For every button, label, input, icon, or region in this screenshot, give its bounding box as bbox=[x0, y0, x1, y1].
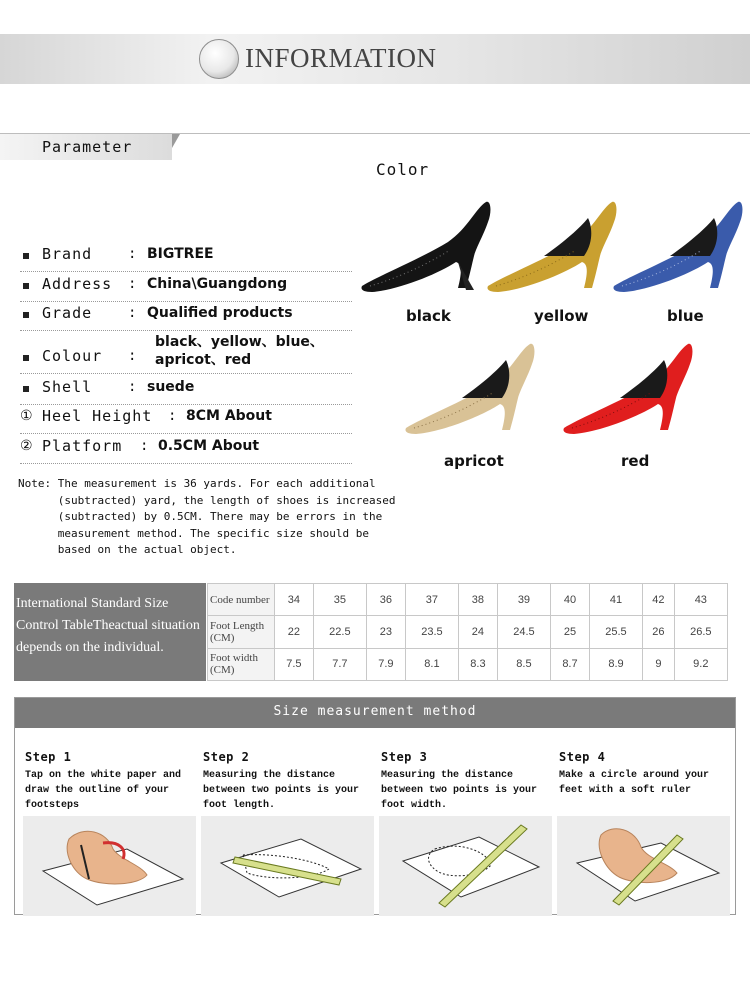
size-cell: 8.7 bbox=[551, 648, 590, 680]
param-value: black、yellow、blue、apricot、red bbox=[155, 334, 324, 368]
parameter-tab bbox=[0, 134, 172, 160]
measurement-section bbox=[14, 697, 736, 915]
color-title: Color bbox=[376, 160, 430, 179]
parameter-label: Parameter bbox=[42, 138, 133, 156]
param-label: Platform bbox=[42, 437, 123, 455]
bullet-icon bbox=[23, 355, 29, 361]
param-label: Brand bbox=[42, 245, 93, 263]
size-cell: 26.5 bbox=[674, 616, 727, 648]
size-table bbox=[14, 583, 728, 681]
param-value: Qualified products bbox=[147, 305, 293, 321]
size-cell: 36 bbox=[367, 584, 406, 616]
step-2: Step 2 Measuring the distance between two points is your foot length. bbox=[203, 750, 360, 811]
measurement-title: Size measurement method bbox=[15, 698, 735, 728]
shoe-label-blue: blue bbox=[667, 307, 704, 325]
param-label: Address bbox=[42, 275, 113, 293]
size-cell: 8.9 bbox=[589, 648, 642, 680]
step-1: Step 1 Tap on the white paper and draw the outline of your footsteps bbox=[25, 750, 182, 811]
step-3-illustration bbox=[379, 816, 552, 916]
bullet-icon bbox=[23, 283, 29, 289]
size-cell: 43 bbox=[674, 584, 727, 616]
size-cell: 25.5 bbox=[589, 616, 642, 648]
size-table-description: International Standard Size Control TableTheactual situation depends on the individual. bbox=[14, 583, 206, 681]
size-row-label: Foot width (CM) bbox=[208, 648, 275, 680]
size-row-label: Foot Length (CM) bbox=[208, 616, 275, 648]
size-cell: 40 bbox=[551, 584, 590, 616]
step-4-illustration bbox=[557, 816, 730, 916]
shoe-label-black: black bbox=[406, 307, 451, 325]
size-cell: 42 bbox=[643, 584, 675, 616]
size-cell: 37 bbox=[405, 584, 458, 616]
size-row-label: Code number bbox=[208, 584, 275, 616]
size-cell: 7.9 bbox=[367, 648, 406, 680]
step-1-illustration bbox=[23, 816, 196, 916]
shoe-image-red bbox=[560, 340, 696, 436]
param-label: Grade bbox=[42, 304, 93, 322]
size-cell: 8.3 bbox=[459, 648, 498, 680]
param-row-grade: Grade : Qualified products bbox=[20, 302, 352, 331]
size-cell: 34 bbox=[275, 584, 314, 616]
shoe-label-red: red bbox=[621, 452, 650, 470]
circle-icon bbox=[199, 39, 239, 79]
param-value: 0.5CM About bbox=[158, 438, 260, 454]
param-label: Shell bbox=[42, 378, 93, 396]
bullet-icon bbox=[23, 386, 29, 392]
shoe-image-apricot bbox=[402, 340, 538, 436]
shoe-image-black bbox=[358, 198, 494, 294]
param-row-address: Address : China\Guangdong bbox=[20, 273, 352, 302]
param-label: Heel Height bbox=[42, 407, 153, 425]
param-row-heel-height: ① Heel Height : 8CM About bbox=[20, 405, 352, 434]
param-value: BIGTREE bbox=[147, 246, 214, 262]
size-cell: 38 bbox=[459, 584, 498, 616]
param-row-platform: ② Platform : 0.5CM About bbox=[20, 435, 352, 464]
size-cell: 8.5 bbox=[497, 648, 550, 680]
size-cell: 22 bbox=[275, 616, 314, 648]
size-cell: 7.5 bbox=[275, 648, 314, 680]
size-cell: 23 bbox=[367, 616, 406, 648]
step-2-illustration bbox=[201, 816, 374, 916]
shoe-image-yellow bbox=[484, 198, 620, 294]
size-cell: 22.5 bbox=[313, 616, 366, 648]
size-cell: 9.2 bbox=[674, 648, 727, 680]
param-value: suede bbox=[147, 379, 195, 395]
size-row bbox=[208, 616, 728, 648]
step-3: Step 3 Measuring the distance between two points is your foot width. bbox=[381, 750, 538, 811]
param-label: Colour bbox=[42, 347, 103, 365]
size-cell: 24.5 bbox=[497, 616, 550, 648]
bullet-icon bbox=[23, 312, 29, 318]
size-row bbox=[208, 648, 728, 680]
shoe-image-blue bbox=[610, 198, 746, 294]
step-4: Step 4 Make a circle around your feet with a soft ruler bbox=[559, 750, 710, 796]
size-cell: 7.7 bbox=[313, 648, 366, 680]
shoe-label-apricot: apricot bbox=[444, 452, 504, 470]
size-row bbox=[208, 584, 728, 616]
size-cell: 8.1 bbox=[405, 648, 458, 680]
bullet-icon bbox=[23, 253, 29, 259]
size-grid bbox=[207, 583, 728, 681]
size-cell: 35 bbox=[313, 584, 366, 616]
param-value: 8CM About bbox=[186, 408, 272, 424]
size-cell: 25 bbox=[551, 616, 590, 648]
size-cell: 39 bbox=[497, 584, 550, 616]
param-row-colour: Colour : black、yellow、blue、apricot、red bbox=[20, 345, 352, 374]
size-cell: 23.5 bbox=[405, 616, 458, 648]
param-value: China\Guangdong bbox=[147, 276, 288, 292]
size-cell: 26 bbox=[643, 616, 675, 648]
information-banner bbox=[0, 34, 750, 84]
size-cell: 41 bbox=[589, 584, 642, 616]
size-cell: 9 bbox=[643, 648, 675, 680]
measurement-note: Note: The measurement is 36 yards. For each additional (subtracted) yard, the length of shoes is increased (subtracted) by 0.5CM. There may be errors in the measurement method. The specific size should be based on the actual object. bbox=[18, 477, 396, 557]
size-cell: 24 bbox=[459, 616, 498, 648]
shoe-label-yellow: yellow bbox=[534, 307, 589, 325]
circled-number-1: ① bbox=[20, 408, 33, 424]
param-row-shell: Shell : suede bbox=[20, 376, 352, 405]
param-row-brand: Brand : BIGTREE bbox=[20, 243, 352, 272]
banner-title: INFORMATION bbox=[245, 43, 437, 73]
circled-number-2: ② bbox=[20, 438, 33, 454]
